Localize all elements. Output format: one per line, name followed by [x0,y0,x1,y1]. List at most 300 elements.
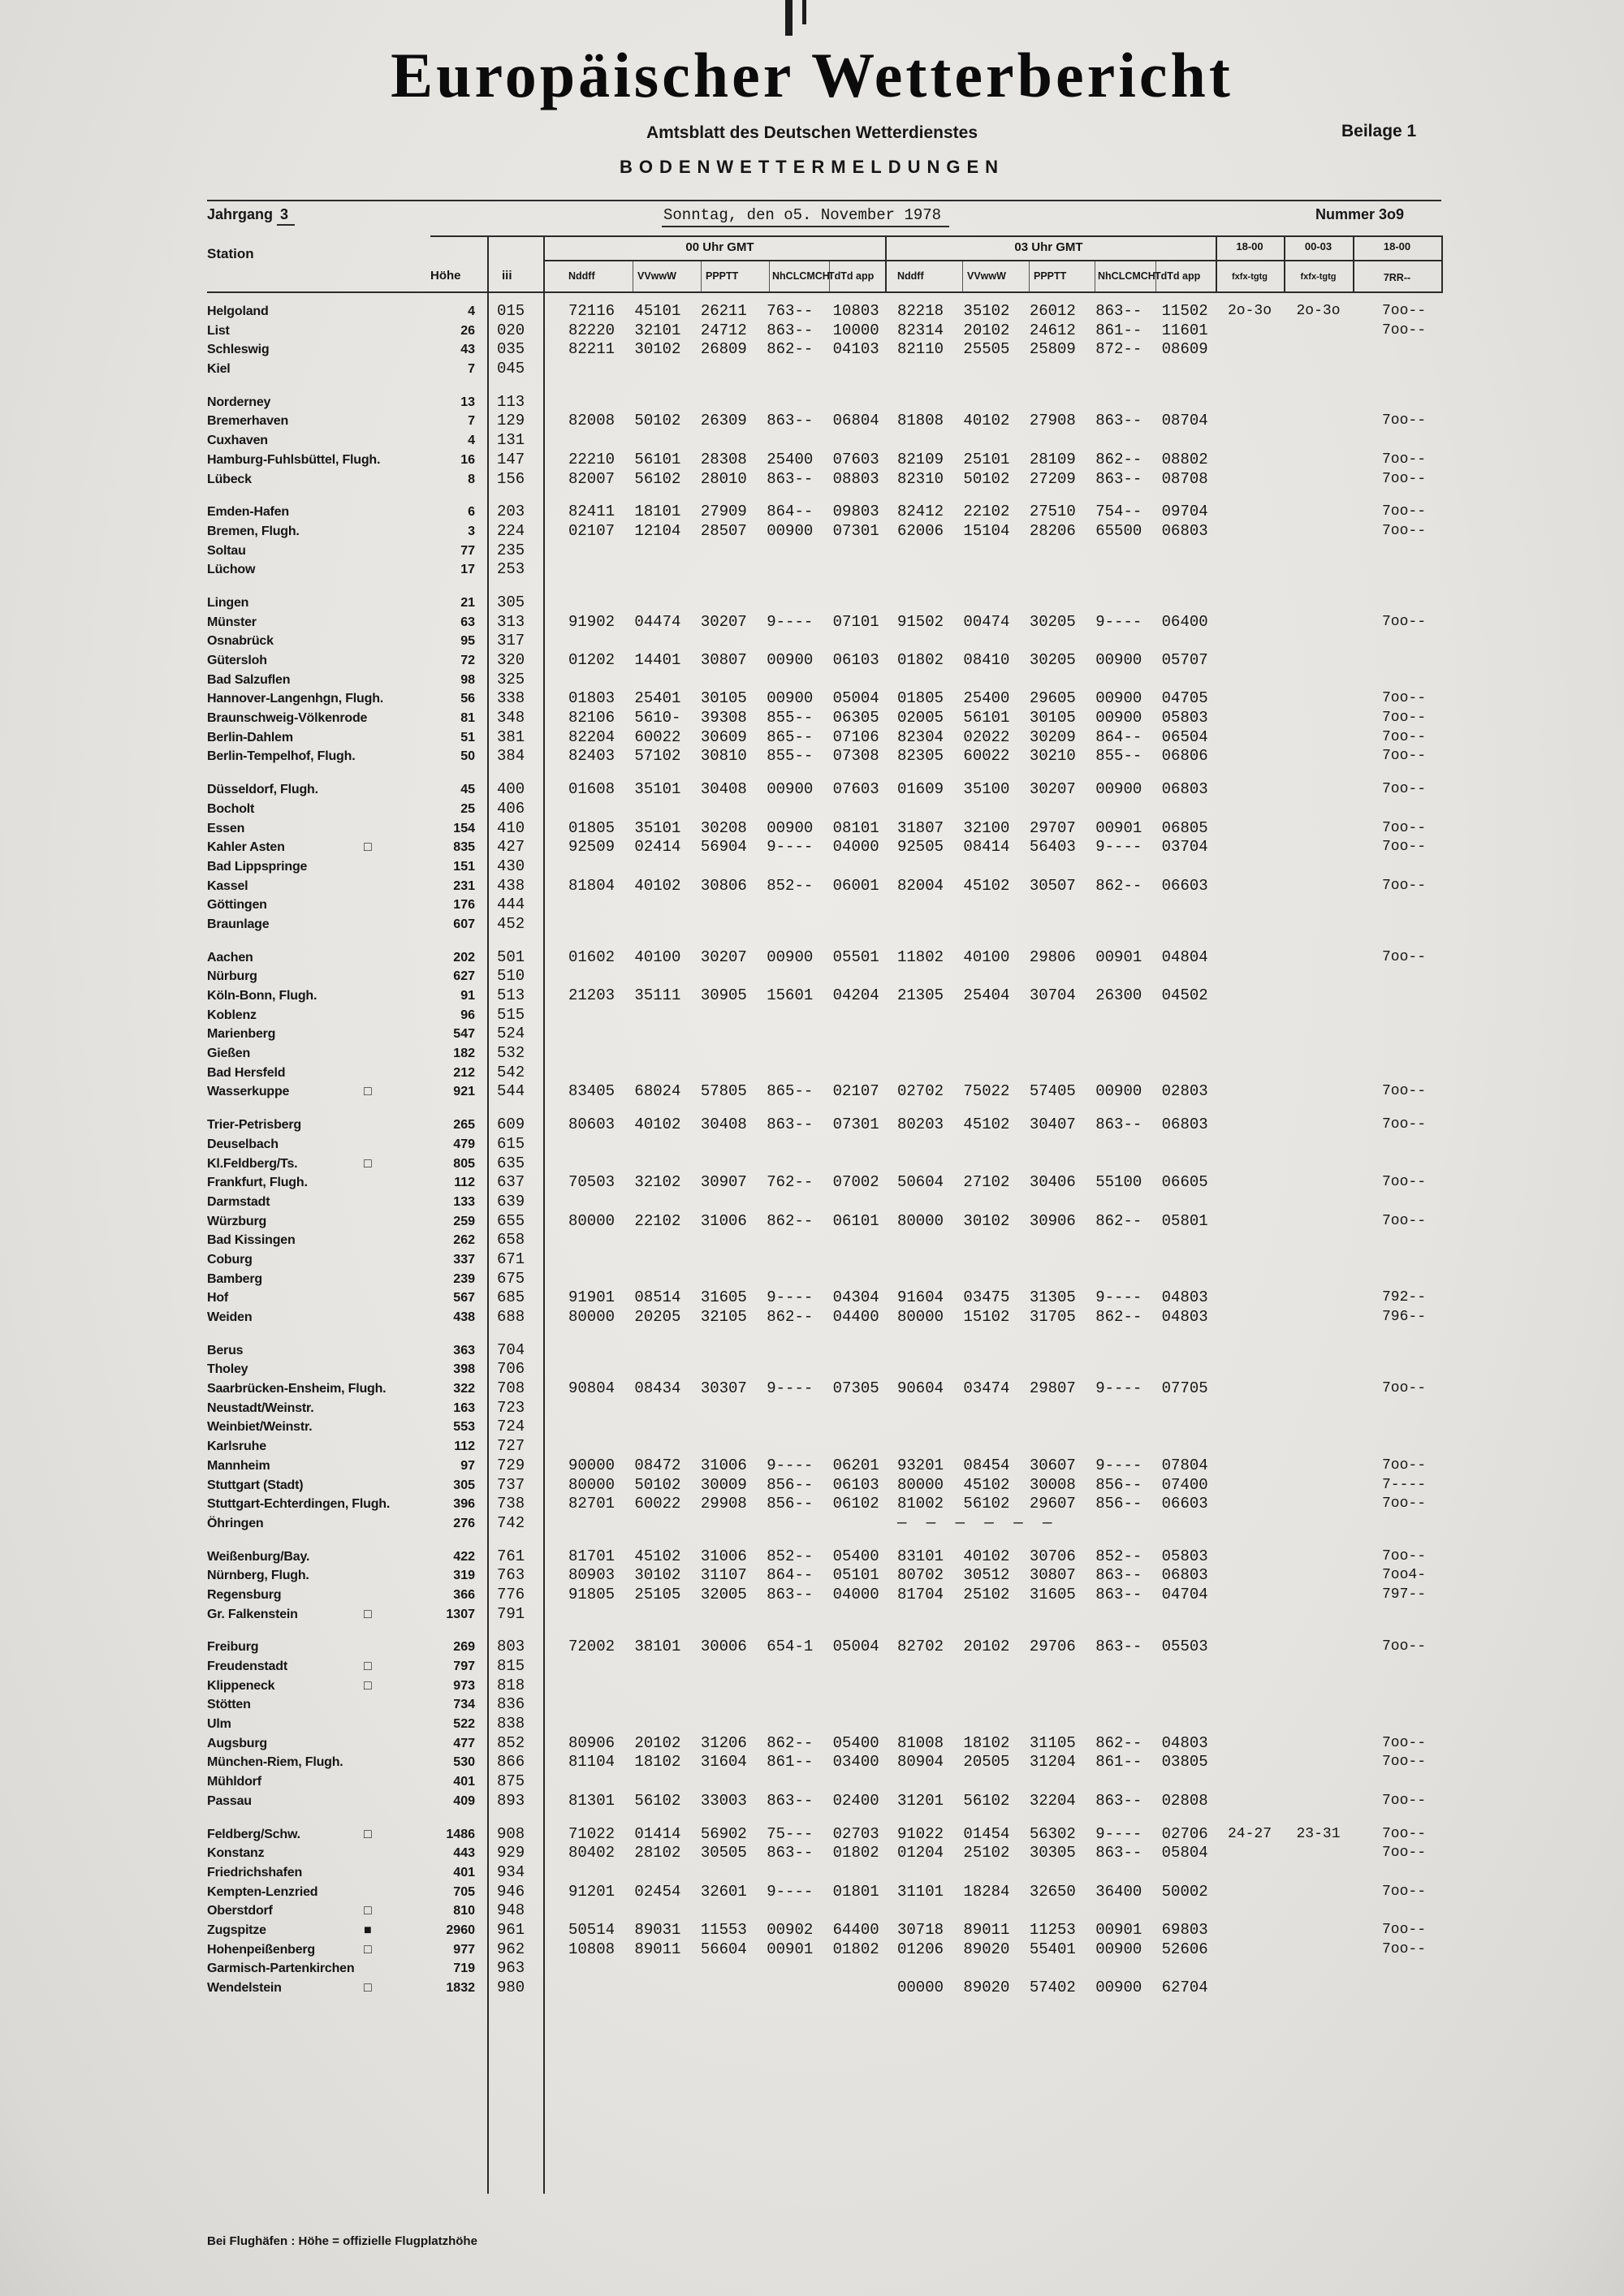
wind-00-03-value [1284,1135,1353,1154]
station-index: 338 [497,689,525,708]
station-row [207,1270,1474,1289]
wind-00-03-value [1284,915,1353,934]
observation-00gmt: 81301 56102 33003 863-- 02400 [568,1791,879,1810]
observation-03gmt: 82004 45102 30507 862-- 06603 [897,876,1208,895]
station-elevation: 1832 [446,1981,475,1995]
station-elevation: 72 [460,654,475,667]
station-name: Bocholt [207,801,255,816]
station-name: Freudenstadt [207,1659,287,1673]
wind-00-03-value [1284,967,1353,986]
observation-00gmt: 50514 89031 11553 00902 64400 [568,1920,879,1939]
station-elevation: 398 [453,1362,475,1377]
station-row [207,431,1474,451]
station-elevation: 401 [453,1865,475,1880]
station-row [207,877,1474,896]
wind-18-00-value [1216,709,1284,728]
station-marker-empty [364,1025,385,1044]
scan-artifact [802,0,806,24]
station-marker-empty [364,1231,385,1250]
observation-03gmt [897,1715,1216,1734]
observation-03gmt [897,915,1216,934]
station-elevation: 477 [453,1736,475,1750]
wind-18-00-value [1216,1844,1284,1863]
station-elevation: 1486 [446,1827,475,1841]
station-name: Zugspitze [207,1923,266,1937]
col-group-00gmt: 00 Uhr GMT [685,240,754,254]
col-header-ppptt: PPPTT [706,270,739,282]
wind-18-00-value [1216,915,1284,934]
station-index: 908 [497,1824,525,1843]
observation-03gmt: 83101 40102 30706 852-- 05803 [897,1547,1208,1565]
subcolumn-tick [1029,261,1030,291]
precip-18-00-value: 797-- [1382,1586,1427,1603]
station-marker-empty [364,1883,385,1902]
observation-00gmt [568,671,897,690]
wind-00-03-value [1284,1495,1353,1514]
observation-03gmt [897,393,1216,412]
wind-00-03-value [1284,412,1353,431]
observation-00gmt [568,1863,897,1883]
wind-00-03-value [1284,1399,1353,1418]
group-separator [207,1534,1474,1547]
observation-03gmt: 80702 30512 30807 863-- 06803 [897,1566,1208,1585]
wind-18-00-value [1216,838,1284,857]
station-name: Regensburg [207,1587,282,1602]
observation-03gmt [897,1064,1216,1083]
observation-00gmt [568,1006,897,1025]
station-marker-empty [364,1064,385,1083]
precip-18-00-value: 7oo4- [1382,1567,1427,1584]
station-index: 235 [497,541,525,559]
wind-18-00-value [1216,1514,1284,1534]
station-index: 948 [497,1901,525,1920]
station-elevation: 835 [453,840,475,855]
station-index: 532 [497,1044,525,1063]
station-elevation: 305 [453,1478,475,1492]
wind-00-03-value [1284,1006,1353,1025]
station-name: Lingen [207,595,249,610]
station-table-body [207,302,1474,1998]
station-index: 815 [497,1657,525,1675]
col-subheader-wind-2: fxfx-tgtg [1300,272,1337,282]
wind-00-03-value [1284,503,1353,522]
station-name: Braunlage [207,917,270,931]
station-name: List [207,323,230,338]
observation-03gmt: 80000 30102 30906 862-- 05801 [897,1211,1208,1230]
col-header-ppptt-03: PPPTT [1034,270,1067,282]
station-name: Bad Kissingen [207,1233,296,1248]
station-marker-empty [364,800,385,819]
observation-00gmt: 01803 25401 30105 00900 05004 [568,689,879,708]
header-column-rule [885,235,887,292]
wind-18-00-value [1216,1772,1284,1792]
wind-00-03-value [1284,1116,1353,1135]
station-row [207,896,1474,915]
station-elevation: 56 [460,692,475,706]
precip-18-00-value: 7oo-- [1382,1495,1427,1513]
observation-03gmt: 31201 56102 32204 863-- 02808 [897,1791,1208,1810]
station-row [207,1006,1474,1025]
station-index: 980 [497,1979,525,1996]
wind-18-00-value [1216,1753,1284,1772]
station-row [207,1638,1474,1657]
station-row [207,1940,1474,1960]
station-marker-empty [364,1959,385,1979]
observation-00gmt: 72002 38101 30006 654-1 05004 [568,1638,879,1656]
observation-00gmt: 82106 5610- 39308 855-- 06305 [568,709,879,727]
station-index: 961 [497,1920,525,1939]
precip-18-00-value: 7oo-- [1382,1883,1427,1900]
station-name: Emden-Hafen [207,505,289,520]
station-row [207,1064,1474,1083]
col-header-period-18-00: 18-00 [1236,240,1263,252]
observation-03gmt: 50604 27102 30406 55100 06605 [897,1173,1208,1192]
station-row [207,322,1474,341]
wind-00-03-value [1284,1863,1353,1883]
observation-00gmt: 91805 25105 32005 863-- 04000 [568,1585,879,1603]
station-row [207,915,1474,934]
wind-00-03-value [1284,1082,1353,1102]
observation-00gmt: 91201 02454 32601 9---- 01801 [568,1882,879,1901]
wind-18-00-value [1216,1883,1284,1902]
station-elevation: 212 [453,1065,475,1080]
precip-18-00-value: 7oo-- [1382,710,1427,727]
station-row [207,1154,1474,1174]
station-index: 934 [497,1862,525,1881]
observation-03gmt: 82412 22102 27510 754-- 09704 [897,503,1208,521]
observation-00gmt: 82008 50102 26309 863-- 06804 [568,412,879,430]
station-elevation: 567 [453,1291,475,1306]
col-header-clouds: NhCLCMCH [772,270,830,282]
station-index: 852 [497,1733,525,1752]
station-marker-empty [364,1193,385,1212]
station-name: Nürburg [207,969,257,984]
observation-00gmt [568,857,897,877]
wind-00-03-value [1284,1154,1353,1174]
table-top-rule [430,235,1443,237]
observation-00gmt: 01602 40100 30207 00900 05501 [568,947,879,966]
precip-18-00-value [1353,651,1471,671]
station-name: Karlsruhe [207,1439,266,1454]
observation-00gmt [568,1250,897,1270]
station-index: 875 [497,1772,525,1791]
open-square-icon: □ [364,840,372,855]
wind-00-03-value [1284,671,1353,690]
station-elevation: 7 [468,414,475,429]
station-marker-empty [364,986,385,1006]
wind-00-03-value [1284,470,1353,490]
station-elevation: 63 [460,615,475,629]
station-name: Bad Lippspringe [207,859,308,874]
precip-18-00-value [1353,1959,1471,1979]
station-elevation: 734 [453,1698,475,1712]
wind-18-00-value [1216,503,1284,522]
station-marker-empty [364,819,385,839]
station-elevation: 259 [453,1214,475,1228]
station-row [207,1979,1474,1998]
wind-18-00-value [1216,728,1284,748]
wind-18-00-value [1216,1173,1284,1193]
station-index: 129 [497,412,525,430]
station-elevation: 151 [453,859,475,874]
station-marker-empty [364,593,385,613]
station-name: Wendelstein [207,1981,282,1995]
col-header-nddff-03: Nddff [897,270,924,282]
precip-18-00-value [1353,1193,1471,1212]
precip-18-00-value [1353,857,1471,877]
station-index: 963 [497,1959,525,1978]
station-name: Bad Hersfeld [207,1065,286,1080]
col-header-dewpoint: TdTd app [828,270,875,282]
observation-00gmt [568,915,897,934]
wind-18-00-value [1216,393,1284,412]
station-elevation: 319 [453,1569,475,1583]
wind-18-00-value [1216,1495,1284,1514]
col-header-vvwww: VVwwW [637,270,676,282]
station-name: Bremen, Flugh. [207,524,300,538]
station-index: 727 [497,1437,525,1456]
precip-18-00-value [1353,1772,1471,1792]
observation-00gmt [568,1064,897,1083]
station-row [207,1586,1474,1605]
wind-18-00-value [1216,322,1284,341]
observation-03gmt [897,1677,1216,1696]
station-row [207,340,1474,360]
station-marker-empty [364,948,385,968]
station-name: Schleswig [207,343,270,357]
observation-03gmt [897,1044,1216,1064]
station-marker-empty [364,1844,385,1863]
station-index: 510 [497,967,525,986]
wind-00-03-value [1284,1715,1353,1734]
station-marker-empty [364,780,385,800]
station-name: Freiburg [207,1640,259,1655]
station-elevation: 45 [460,783,475,797]
station-row [207,1082,1474,1102]
station-index: 639 [497,1192,525,1211]
station-row [207,838,1474,857]
station-name: Berus [207,1343,244,1357]
station-index: 452 [497,914,525,933]
observation-03gmt [897,1657,1216,1677]
wind-00-03-value [1284,593,1353,613]
station-index: 866 [497,1753,525,1772]
station-index: 671 [497,1249,525,1268]
group-separator [207,1102,1474,1116]
subcolumn-tick [701,261,702,291]
wind-18-00-value [1216,1044,1284,1064]
station-elevation: 363 [453,1343,475,1357]
wind-18-00-value [1216,1250,1284,1270]
station-row [207,671,1474,690]
observation-03gmt: 01805 25400 29605 00900 04705 [897,689,1208,708]
wind-00-03-value [1284,709,1353,728]
wind-00-03-value: 23-31 [1296,1825,1341,1842]
group-separator [207,934,1474,948]
observation-00gmt: 82701 60022 29908 856-- 06102 [568,1495,879,1513]
wind-00-03-value [1284,542,1353,561]
station-name: Gütersloh [207,654,267,667]
station-elevation: 422 [453,1549,475,1564]
observation-03gmt [897,1006,1216,1025]
wind-00-03-value [1284,1547,1353,1567]
station-row [207,1457,1474,1476]
station-elevation: 276 [453,1516,475,1530]
station-marker-empty [364,915,385,934]
precip-18-00-value: 7oo-- [1382,522,1427,539]
station-index: 723 [497,1398,525,1417]
col-subheader-wind-1: fxfx-tgtg [1232,272,1268,282]
observation-00gmt [568,1044,897,1064]
station-name: Weinbiet/Weinstr. [207,1420,313,1435]
observation-00gmt: 82411 18101 27909 864-- 09803 [568,503,879,521]
station-row [207,1360,1474,1379]
precip-18-00-value: 7oo-- [1382,728,1427,745]
station-elevation: 13 [460,395,475,409]
col-group-03gmt: 03 Uhr GMT [1014,240,1083,254]
observation-03gmt [897,1360,1216,1379]
station-row [207,560,1474,580]
wind-00-03-value [1284,560,1353,580]
wind-00-03-value [1284,1270,1353,1289]
station-name: Soltau [207,543,246,558]
observation-03gmt [897,1605,1216,1625]
wind-00-03-value [1284,1418,1353,1437]
issue-number [1315,206,1404,223]
wind-18-00-value [1216,967,1284,986]
station-marker-empty [364,522,385,542]
group-separator [207,1811,1474,1825]
station-index: 400 [497,780,525,799]
wind-00-03-value [1284,360,1353,379]
wind-18-00-value [1216,1901,1284,1921]
group-separator [207,489,1474,503]
station-name: Göttingen [207,898,267,913]
station-index: 524 [497,1025,525,1043]
wind-00-03-value [1284,1173,1353,1193]
station-elevation: 81 [460,711,475,726]
observation-03gmt [897,542,1216,561]
precip-18-00-value [1353,1863,1471,1883]
wind-18-00-value [1216,1586,1284,1605]
station-elevation: 133 [453,1194,475,1209]
wind-18-00-value [1216,671,1284,690]
observation-00gmt: 91901 08514 31605 9---- 04304 [568,1288,879,1307]
wind-18-00-value [1216,1288,1284,1308]
precip-18-00-value [1353,1250,1471,1270]
observation-03gmt: 80904 20505 31204 861-- 03805 [897,1753,1208,1772]
observation-03gmt: 62006 15104 28206 65500 06803 [897,521,1208,540]
station-marker-empty [364,1250,385,1270]
station-marker-empty [364,360,385,379]
observation-03gmt [897,1341,1216,1361]
wind-18-00-value [1216,1135,1284,1154]
wind-18-00-value [1216,1638,1284,1657]
table-header-bottom-rule [207,291,1443,293]
station-index: 655 [497,1211,525,1230]
col-header-period-00-03: 00-03 [1304,240,1332,252]
precip-18-00-value: 7oo-- [1382,1116,1427,1133]
wind-18-00-value [1216,1657,1284,1677]
precip-18-00-value: 7oo-- [1382,1380,1427,1397]
station-row [207,948,1474,968]
station-elevation: 719 [453,1962,475,1976]
wind-18-00-value [1216,1734,1284,1754]
station-index: 253 [497,560,525,579]
station-row [207,593,1474,613]
station-elevation: 95 [460,634,475,649]
station-name: Gießen [207,1047,251,1061]
station-name: Öhringen [207,1516,264,1530]
col-header-nddff: Nddff [568,270,595,282]
observation-03gmt [897,1135,1216,1154]
station-name: Hohenpeißenberg [207,1942,316,1957]
station-marker-empty [364,896,385,915]
station-name: Bad Salzuflen [207,672,291,687]
observation-00gmt [568,1025,897,1044]
station-row [207,689,1474,709]
station-index: 946 [497,1882,525,1901]
station-name: Koblenz [207,1008,257,1022]
station-name: Tholey [207,1362,248,1377]
observation-00gmt: 71022 01414 56902 75--- 02703 [568,1824,879,1843]
wind-00-03-value [1284,1064,1353,1083]
station-elevation: 26 [460,323,475,338]
station-elevation: 16 [460,452,475,467]
issue-value: 3o9 [1379,206,1405,222]
wind-18-00-value [1216,877,1284,896]
station-marker-empty [364,1437,385,1457]
station-elevation: 438 [453,1310,475,1324]
station-index: 544 [497,1082,525,1101]
observation-00gmt [568,1695,897,1715]
group-separator [207,1624,1474,1638]
station-row [207,1308,1474,1327]
precip-18-00-value [1353,431,1471,451]
wind-18-00-value [1216,1082,1284,1102]
wind-18-00-value [1216,451,1284,470]
station-name: Oberstdorf [207,1904,273,1918]
supplement-label: Beilage 1 [1341,122,1417,140]
wind-18-00-value: 24-27 [1227,1825,1272,1842]
station-index: 501 [497,947,525,966]
precip-18-00-value [1353,1341,1471,1361]
station-elevation: 553 [453,1420,475,1435]
station-row [207,412,1474,431]
subcolumn-tick [769,261,770,291]
open-square-icon: □ [364,1659,372,1673]
wind-18-00-value [1216,1695,1284,1715]
station-index: 131 [497,431,525,450]
station-row [207,1605,1474,1625]
wind-18-00-value [1216,632,1284,651]
col-header-period-18-00b: 18-00 [1383,240,1411,252]
station-marker-empty [364,1772,385,1792]
station-elevation: 4 [468,304,475,318]
observation-00gmt: 91902 04474 30207 9---- 07101 [568,612,879,631]
station-name: Lübeck [207,472,252,486]
observation-00gmt: 82403 57102 30810 855-- 07308 [568,747,879,766]
wind-18-00-value [1216,1677,1284,1696]
observation-03gmt [897,360,1216,379]
observation-00gmt [568,1341,897,1361]
station-marker-empty [364,1135,385,1154]
station-elevation: 262 [453,1233,475,1248]
wind-00-03-value [1284,1044,1353,1064]
wind-18-00-value [1216,1116,1284,1135]
station-marker-empty [364,857,385,877]
station-row [207,780,1474,800]
